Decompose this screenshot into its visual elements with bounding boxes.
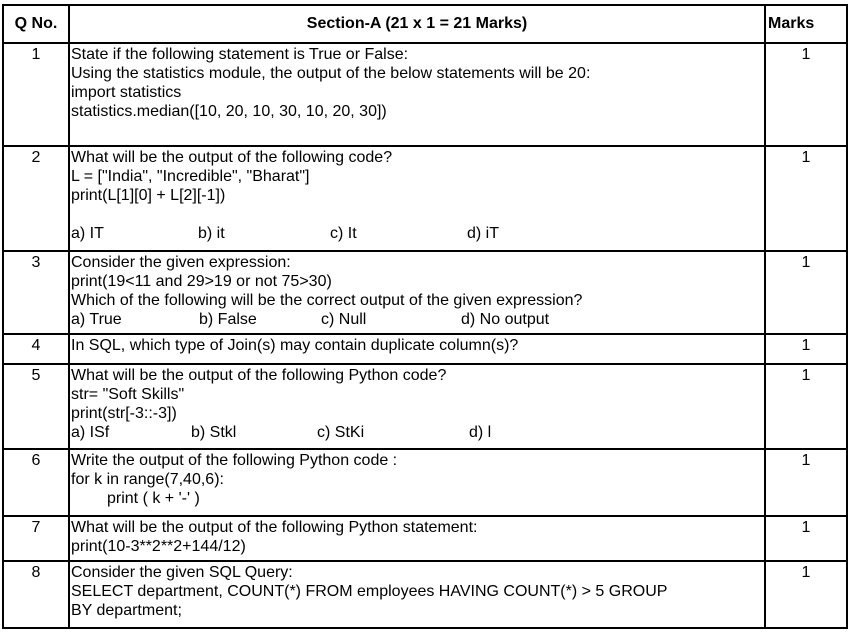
question-marks: 1 xyxy=(765,146,847,251)
question-marks: 1 xyxy=(765,43,847,146)
header-section-title: Section-A (21 x 1 = 21 Marks) xyxy=(69,5,765,43)
option-d: d) No output xyxy=(461,311,550,328)
question-text xyxy=(69,146,765,251)
code-line: for k in range(7,40,6): xyxy=(71,471,224,488)
question-line: What will be the output of the following code? xyxy=(71,149,393,166)
question-text xyxy=(69,43,765,146)
question-line: Using the statistics module, the output of the below statements will be 20: xyxy=(71,65,591,82)
question-text xyxy=(69,561,765,628)
question-line: What will be the output of the following Python code? xyxy=(71,367,447,384)
question-text xyxy=(69,516,765,561)
option-b: b) it xyxy=(198,225,225,242)
code-line: print(10-3**2**2+144/12) xyxy=(71,538,246,555)
question-text xyxy=(69,364,765,449)
option-d: d) iT xyxy=(467,225,499,242)
code-line: print(L[1][0] + L[2][-1]) xyxy=(71,187,226,204)
question-number: 4 xyxy=(3,334,69,364)
question-number: 2 xyxy=(3,146,69,251)
question-number: 1 xyxy=(3,43,69,146)
question-number: 8 xyxy=(3,561,69,628)
question-marks: 1 xyxy=(765,516,847,561)
question-row xyxy=(3,251,847,334)
blank-line xyxy=(71,205,764,224)
code-line: SELECT department, COUNT(*) FROM employees HAVING COUNT(*) > 5 GROUP xyxy=(71,583,668,600)
code-line-indented: print ( k + '-' ) xyxy=(107,490,200,507)
question-text xyxy=(69,449,765,516)
question-line: In SQL, which type of Join(s) may contain duplicate column(s)? xyxy=(71,337,519,354)
question-marks: 1 xyxy=(765,449,847,516)
question-line: Write the output of the following Python code : xyxy=(71,452,398,469)
question-marks: 1 xyxy=(765,251,847,334)
header-row xyxy=(3,5,847,43)
code-line: import statistics xyxy=(71,84,182,101)
option-b: b) Stkl xyxy=(191,424,237,441)
question-row xyxy=(3,449,847,516)
question-row xyxy=(3,561,847,628)
question-number: 5 xyxy=(3,364,69,449)
header-qno: Q No. xyxy=(3,5,69,43)
option-b: b) False xyxy=(199,311,257,328)
question-row xyxy=(3,364,847,449)
option-a: a) True xyxy=(71,311,122,328)
question-number: 6 xyxy=(3,449,69,516)
question-text xyxy=(69,251,765,334)
code-line: str= "Soft Skills" xyxy=(71,386,185,403)
question-line: What will be the output of the following Python statement: xyxy=(71,519,478,536)
code-line: L = ["India", "Incredible", "Bharat"] xyxy=(71,168,310,185)
code-line: print(19<11 and 29>19 or not 75>30) xyxy=(71,273,332,290)
question-row xyxy=(3,334,847,364)
option-d: d) l xyxy=(469,424,492,441)
question-line: Consider the given expression: xyxy=(71,254,291,271)
question-line: Which of the following will be the correct output of the given expression? xyxy=(71,292,583,309)
header-marks: Marks xyxy=(765,5,847,43)
option-c: c) It xyxy=(330,225,357,242)
answer-options xyxy=(71,423,764,442)
code-line: print(str[-3::-3]) xyxy=(71,405,177,422)
option-c: c) Null xyxy=(321,311,367,328)
question-line: State if the following statement is True or False: xyxy=(71,46,409,63)
question-row xyxy=(3,43,847,146)
question-number: 7 xyxy=(3,516,69,561)
question-text xyxy=(69,334,765,364)
question-row xyxy=(3,516,847,561)
question-number: 3 xyxy=(3,251,69,334)
option-c: c) StKi xyxy=(317,424,365,441)
code-line: statistics.median([10, 20, 10, 30, 10, 20, 30]) xyxy=(71,103,387,120)
answer-options xyxy=(71,310,764,329)
question-row xyxy=(3,146,847,251)
question-marks: 1 xyxy=(765,561,847,628)
option-a: a) IT xyxy=(71,225,104,242)
question-paper-table xyxy=(2,4,848,629)
question-marks: 1 xyxy=(765,364,847,449)
code-line: BY department; xyxy=(71,602,182,619)
question-marks: 1 xyxy=(765,334,847,364)
option-a: a) ISf xyxy=(71,424,110,441)
question-line: Consider the given SQL Query: xyxy=(71,564,293,581)
answer-options xyxy=(71,224,764,243)
